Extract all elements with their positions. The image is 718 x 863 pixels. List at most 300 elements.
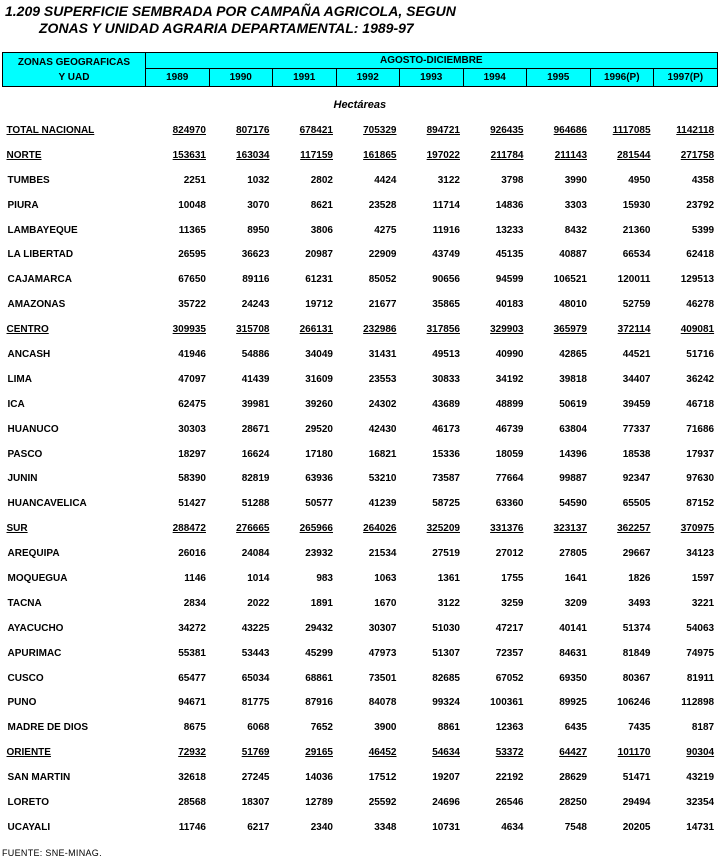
value-cell: 45135 — [495, 249, 524, 261]
value-cell: 10731 — [432, 821, 460, 833]
department-row — [3, 417, 718, 442]
department-row — [3, 566, 718, 591]
value-cell: 705329 — [363, 124, 397, 136]
value-cell: 3493 — [628, 597, 651, 609]
value-cell: 21677 — [368, 299, 397, 311]
value-cell: 3348 — [374, 821, 397, 833]
value-cell: 23792 — [686, 199, 715, 211]
value-cell: 29494 — [622, 796, 651, 808]
value-cell: 1146 — [184, 572, 206, 584]
units-label: Hectáreas — [333, 99, 387, 111]
value-cell: 17512 — [368, 772, 397, 784]
value-cell: 99887 — [559, 473, 587, 485]
value-cell: 678421 — [299, 124, 333, 136]
value-cell: 64427 — [559, 747, 587, 759]
row-label: CENTRO — [6, 324, 49, 336]
row-label: AYACUCHO — [7, 622, 64, 634]
value-cell: 34407 — [622, 373, 651, 385]
year-header: 1989 — [146, 69, 210, 87]
row-label: CAJAMARCA — [7, 274, 72, 286]
value-cell: 13233 — [495, 224, 524, 236]
value-cell: 8861 — [437, 722, 460, 734]
value-cell: 72357 — [495, 647, 524, 659]
value-cell: 266131 — [299, 324, 333, 336]
value-cell: 106521 — [553, 274, 587, 286]
department-row — [3, 541, 718, 566]
value-cell: 54634 — [432, 747, 460, 759]
value-cell: 40183 — [495, 299, 524, 311]
value-cell: 894721 — [426, 124, 460, 136]
department-row — [3, 267, 718, 292]
value-cell: 1891 — [310, 597, 333, 609]
row-label: HUANUCO — [7, 423, 59, 435]
zone-column-header: ZONAS GEOGRAFICAS Y UAD — [3, 53, 146, 87]
value-cell: 77337 — [622, 423, 651, 435]
department-row — [3, 242, 718, 267]
value-cell: 120011 — [617, 274, 651, 286]
department-row — [3, 616, 718, 641]
value-cell: 8675 — [183, 722, 206, 734]
value-cell: 90656 — [432, 274, 460, 286]
department-row — [3, 292, 718, 317]
department-row — [3, 641, 718, 666]
value-cell: 1032 — [247, 174, 270, 186]
value-cell: 2340 — [310, 821, 333, 833]
value-cell: 21534 — [368, 548, 397, 560]
value-cell: 52759 — [622, 299, 651, 311]
value-cell: 29520 — [305, 423, 333, 435]
value-cell: 11714 — [432, 199, 460, 211]
value-cell: 1641 — [564, 572, 587, 584]
value-cell: 21360 — [622, 224, 651, 236]
value-cell: 106246 — [617, 697, 651, 709]
value-cell: 2802 — [310, 174, 333, 186]
value-cell: 18297 — [178, 448, 206, 460]
value-cell: 39260 — [305, 398, 333, 410]
value-cell: 32618 — [178, 772, 206, 784]
value-cell: 82685 — [432, 672, 460, 684]
value-cell: 325209 — [426, 523, 460, 535]
value-cell: 27012 — [495, 548, 524, 560]
value-cell: 30833 — [432, 373, 460, 385]
value-cell: 317856 — [426, 324, 460, 336]
value-cell: 18538 — [622, 448, 651, 460]
value-cell: 24302 — [368, 398, 397, 410]
value-cell: 46278 — [686, 299, 715, 311]
value-cell: 362257 — [617, 523, 651, 535]
value-cell: 39459 — [622, 398, 651, 410]
value-cell: 4634 — [501, 821, 524, 833]
value-cell: 26016 — [178, 548, 206, 560]
value-cell: 14396 — [559, 448, 587, 460]
row-label: APURIMAC — [7, 647, 62, 659]
value-cell: 31609 — [305, 373, 333, 385]
row-label: AREQUIPA — [7, 548, 60, 560]
value-cell: 29165 — [305, 747, 333, 759]
value-cell: 77664 — [495, 473, 524, 485]
department-row — [3, 591, 718, 616]
value-cell: 2834 — [183, 597, 206, 609]
value-cell: 50577 — [305, 498, 333, 510]
value-cell: 3122 — [437, 174, 460, 186]
value-cell: 271758 — [680, 149, 715, 161]
value-cell: 7548 — [564, 821, 587, 833]
value-cell: 29667 — [622, 548, 651, 560]
value-cell: 24243 — [241, 299, 270, 311]
value-cell: 30303 — [178, 423, 206, 435]
value-cell: 117159 — [300, 149, 333, 161]
department-row — [3, 193, 718, 218]
source-note: FUENTE: SNE-MINAG. — [2, 848, 102, 858]
row-label: TACNA — [7, 597, 42, 609]
value-cell: 3900 — [374, 722, 397, 734]
value-cell: 2022 — [247, 597, 270, 609]
value-cell: 85052 — [368, 274, 397, 286]
value-cell: 12363 — [495, 722, 524, 734]
row-label: PUNO — [7, 697, 37, 709]
value-cell: 63804 — [559, 423, 587, 435]
value-cell: 824970 — [172, 124, 206, 136]
value-cell: 27245 — [241, 772, 270, 784]
row-label: NORTE — [6, 149, 42, 161]
value-cell: 55381 — [178, 647, 206, 659]
value-cell: 20205 — [622, 821, 651, 833]
value-cell: 153631 — [172, 149, 206, 161]
value-cell: 51307 — [432, 647, 460, 659]
row-label: LORETO — [7, 796, 49, 808]
department-row — [3, 790, 718, 815]
value-cell: 28629 — [559, 772, 587, 784]
value-cell: 42865 — [559, 348, 587, 360]
value-cell: 44521 — [622, 348, 651, 360]
value-cell: 90304 — [686, 747, 715, 759]
value-cell: 80367 — [622, 672, 651, 684]
value-cell: 81911 — [686, 672, 715, 684]
value-cell: 4358 — [691, 174, 715, 186]
department-row — [3, 342, 718, 367]
value-cell: 42430 — [368, 423, 397, 435]
row-label: ICA — [7, 398, 25, 410]
value-cell: 23553 — [368, 373, 397, 385]
department-row — [3, 815, 718, 840]
value-cell: 53372 — [495, 747, 524, 759]
row-label: SUR — [6, 523, 28, 535]
value-cell: 7652 — [310, 722, 333, 734]
year-header: 1991 — [273, 69, 337, 87]
value-cell: 6435 — [564, 722, 587, 734]
value-cell: 1755 — [501, 572, 524, 584]
value-cell: 58390 — [178, 473, 206, 485]
value-cell: 66534 — [622, 249, 651, 261]
value-cell: 34049 — [305, 348, 333, 360]
value-cell: 43749 — [432, 249, 460, 261]
department-row — [3, 442, 718, 467]
value-cell: 1014 — [247, 572, 270, 584]
value-cell: 35722 — [178, 299, 206, 311]
value-cell: 16821 — [368, 448, 397, 460]
value-cell: 63936 — [305, 473, 333, 485]
value-cell: 4950 — [628, 174, 651, 186]
value-cell: 43219 — [686, 772, 715, 784]
value-cell: 30307 — [368, 622, 397, 634]
value-cell: 97630 — [686, 473, 715, 485]
value-cell: 161865 — [363, 149, 397, 161]
row-label: HUANCAVELICA — [7, 498, 87, 510]
value-cell: 54590 — [559, 498, 587, 510]
value-cell: 3806 — [310, 224, 333, 236]
value-cell: 3798 — [501, 174, 524, 186]
value-cell: 72932 — [178, 747, 206, 759]
value-cell: 3070 — [247, 199, 270, 211]
value-cell: 73587 — [432, 473, 460, 485]
value-cell: 94599 — [495, 274, 524, 286]
value-cell: 17180 — [305, 448, 333, 460]
year-header: 1996(P) — [590, 69, 654, 87]
value-cell: 3221 — [691, 597, 715, 609]
value-cell: 28250 — [559, 796, 587, 808]
title-line-2: ZONAS Y UNIDAD AGRARIA DEPARTAMENTAL: 1989-97 — [39, 20, 414, 36]
value-cell: 964686 — [553, 124, 587, 136]
value-cell: 41239 — [368, 498, 397, 510]
value-cell: 18059 — [495, 448, 524, 460]
year-header: 1997(P) — [654, 69, 718, 87]
value-cell: 983 — [316, 572, 333, 584]
value-cell: 84631 — [559, 647, 587, 659]
value-cell: 54886 — [241, 348, 270, 360]
data-table — [2, 52, 718, 840]
value-cell: 3990 — [564, 174, 587, 186]
zone-total-row — [3, 740, 718, 765]
value-cell: 19712 — [305, 299, 333, 311]
value-cell: 81849 — [622, 647, 651, 659]
value-cell: 48899 — [495, 398, 524, 410]
value-cell: 309935 — [172, 324, 206, 336]
row-label: JUNIN — [7, 473, 38, 485]
value-cell: 12789 — [305, 796, 333, 808]
value-cell: 51471 — [622, 772, 651, 784]
value-cell: 46452 — [368, 747, 397, 759]
table-title — [5, 3, 456, 37]
value-cell: 39981 — [241, 398, 270, 410]
value-cell: 4424 — [374, 174, 397, 186]
value-cell: 89925 — [559, 697, 587, 709]
value-cell: 47217 — [495, 622, 524, 634]
value-cell: 63360 — [495, 498, 524, 510]
year-header: 1995 — [527, 69, 591, 87]
row-label: PASCO — [7, 448, 43, 460]
department-row — [3, 168, 718, 193]
value-cell: 370975 — [680, 523, 715, 535]
value-cell: 41946 — [178, 348, 206, 360]
header-row-period — [3, 53, 718, 69]
value-cell: 74975 — [686, 647, 715, 659]
value-cell: 323137 — [553, 523, 587, 535]
value-cell: 46718 — [686, 398, 715, 410]
value-cell: 315708 — [236, 324, 270, 336]
value-cell: 1361 — [437, 572, 460, 584]
value-cell: 409081 — [680, 324, 715, 336]
year-header: 1992 — [336, 69, 400, 87]
value-cell: 51288 — [241, 498, 270, 510]
value-cell: 14731 — [686, 821, 715, 833]
value-cell: 34272 — [178, 622, 206, 634]
value-cell: 3303 — [564, 199, 587, 211]
value-cell: 51374 — [622, 622, 651, 634]
value-cell: 41439 — [241, 373, 270, 385]
department-row — [3, 466, 718, 491]
year-header: 1993 — [400, 69, 464, 87]
value-cell: 1117085 — [612, 124, 651, 136]
zone-total-row — [3, 143, 718, 168]
department-row — [3, 666, 718, 691]
value-cell: 39818 — [559, 373, 587, 385]
value-cell: 54063 — [686, 622, 715, 634]
row-label: UCAYALI — [7, 821, 51, 833]
department-row — [3, 765, 718, 790]
value-cell: 1670 — [374, 597, 397, 609]
value-cell: 84078 — [368, 697, 397, 709]
value-cell: 48010 — [559, 299, 587, 311]
value-cell: 28671 — [241, 423, 270, 435]
value-cell: 17937 — [686, 448, 715, 460]
value-cell: 29432 — [305, 622, 333, 634]
value-cell: 34192 — [495, 373, 524, 385]
value-cell: 69350 — [559, 672, 587, 684]
period-header: AGOSTO-DICIEMBRE — [146, 53, 718, 69]
row-label: AMAZONAS — [7, 299, 66, 311]
value-cell: 2251 — [183, 174, 206, 186]
value-cell: 16624 — [241, 448, 270, 460]
value-cell: 372114 — [617, 324, 651, 336]
value-cell: 8621 — [310, 199, 333, 211]
row-label: ORIENTE — [6, 747, 51, 759]
value-cell: 7435 — [628, 722, 651, 734]
row-label: TUMBES — [7, 174, 50, 186]
value-cell: 40990 — [495, 348, 524, 360]
value-cell: 5399 — [691, 224, 715, 236]
value-cell: 65505 — [622, 498, 651, 510]
value-cell: 51716 — [686, 348, 715, 360]
zone-total-row — [3, 118, 718, 143]
value-cell: 40887 — [559, 249, 587, 261]
value-cell: 24084 — [241, 548, 270, 560]
value-cell: 31431 — [368, 348, 397, 360]
value-cell: 82819 — [241, 473, 270, 485]
value-cell: 365979 — [553, 324, 587, 336]
zone-total-row — [3, 317, 718, 342]
value-cell: 92347 — [622, 473, 651, 485]
value-cell: 329903 — [490, 324, 524, 336]
row-label: LAMBAYEQUE — [7, 224, 78, 236]
value-cell: 87152 — [686, 498, 715, 510]
value-cell: 211143 — [554, 149, 587, 161]
value-cell: 281544 — [617, 149, 651, 161]
row-label: SAN MARTIN — [7, 772, 71, 784]
value-cell: 15930 — [622, 199, 651, 211]
value-cell: 35865 — [432, 299, 460, 311]
value-cell: 10048 — [178, 199, 206, 211]
zone-total-row — [3, 516, 718, 541]
department-row — [3, 392, 718, 417]
department-row — [3, 690, 718, 715]
value-cell: 4275 — [374, 224, 397, 236]
value-cell: 36623 — [241, 249, 270, 261]
value-cell: 129513 — [680, 274, 715, 286]
value-cell: 197022 — [426, 149, 460, 161]
value-cell: 49513 — [432, 348, 460, 360]
value-cell: 926435 — [490, 124, 524, 136]
row-label: LA LIBERTAD — [7, 249, 74, 261]
department-row — [3, 218, 718, 243]
department-row — [3, 367, 718, 392]
value-cell: 65477 — [178, 672, 206, 684]
value-cell: 264026 — [363, 523, 397, 535]
value-cell: 26595 — [178, 249, 206, 261]
value-cell: 331376 — [490, 523, 524, 535]
value-cell: 27805 — [559, 548, 587, 560]
value-cell: 25592 — [368, 796, 397, 808]
value-cell: 100361 — [490, 697, 524, 709]
value-cell: 3122 — [437, 597, 460, 609]
value-cell: 46173 — [432, 423, 460, 435]
year-header: 1994 — [463, 69, 527, 87]
value-cell: 50619 — [559, 398, 587, 410]
value-cell: 265966 — [299, 523, 333, 535]
value-cell: 19207 — [432, 772, 460, 784]
value-cell: 18307 — [241, 796, 270, 808]
value-cell: 11916 — [432, 224, 460, 236]
row-label: CUSCO — [7, 672, 44, 684]
value-cell: 6217 — [247, 821, 270, 833]
value-cell: 87916 — [305, 697, 333, 709]
value-cell: 3209 — [564, 597, 587, 609]
value-cell: 101170 — [617, 747, 651, 759]
value-cell: 1063 — [374, 572, 397, 584]
value-cell: 71686 — [686, 423, 715, 435]
value-cell: 51769 — [241, 747, 270, 759]
value-cell: 15336 — [432, 448, 460, 460]
value-cell: 73501 — [368, 672, 397, 684]
value-cell: 211784 — [490, 149, 524, 161]
value-cell: 27519 — [432, 548, 460, 560]
value-cell: 288472 — [172, 523, 206, 535]
value-cell: 276665 — [236, 523, 270, 535]
value-cell: 51427 — [178, 498, 206, 510]
value-cell: 22909 — [368, 249, 397, 261]
value-cell: 14036 — [305, 772, 333, 784]
value-cell: 45299 — [305, 647, 333, 659]
title-line-1: 1.209 SUPERFICIE SEMBRADA POR CAMPAÑA AGRICOLA, SEGUN — [5, 3, 456, 19]
value-cell: 807176 — [236, 124, 270, 136]
value-cell: 34123 — [686, 548, 715, 560]
value-cell: 24696 — [432, 796, 460, 808]
value-cell: 14836 — [495, 199, 524, 211]
value-cell: 22192 — [495, 772, 524, 784]
value-cell: 6068 — [247, 722, 270, 734]
value-cell: 1142118 — [676, 124, 715, 136]
value-cell: 36242 — [686, 373, 715, 385]
value-cell: 23932 — [305, 548, 333, 560]
units-row — [3, 87, 718, 119]
value-cell: 32354 — [686, 796, 715, 808]
row-label: LIMA — [7, 373, 32, 385]
value-cell: 1826 — [628, 572, 651, 584]
value-cell: 65034 — [241, 672, 270, 684]
value-cell: 8187 — [691, 722, 715, 734]
value-cell: 43689 — [432, 398, 460, 410]
value-cell: 62418 — [686, 249, 715, 261]
row-label: PIURA — [7, 199, 39, 211]
